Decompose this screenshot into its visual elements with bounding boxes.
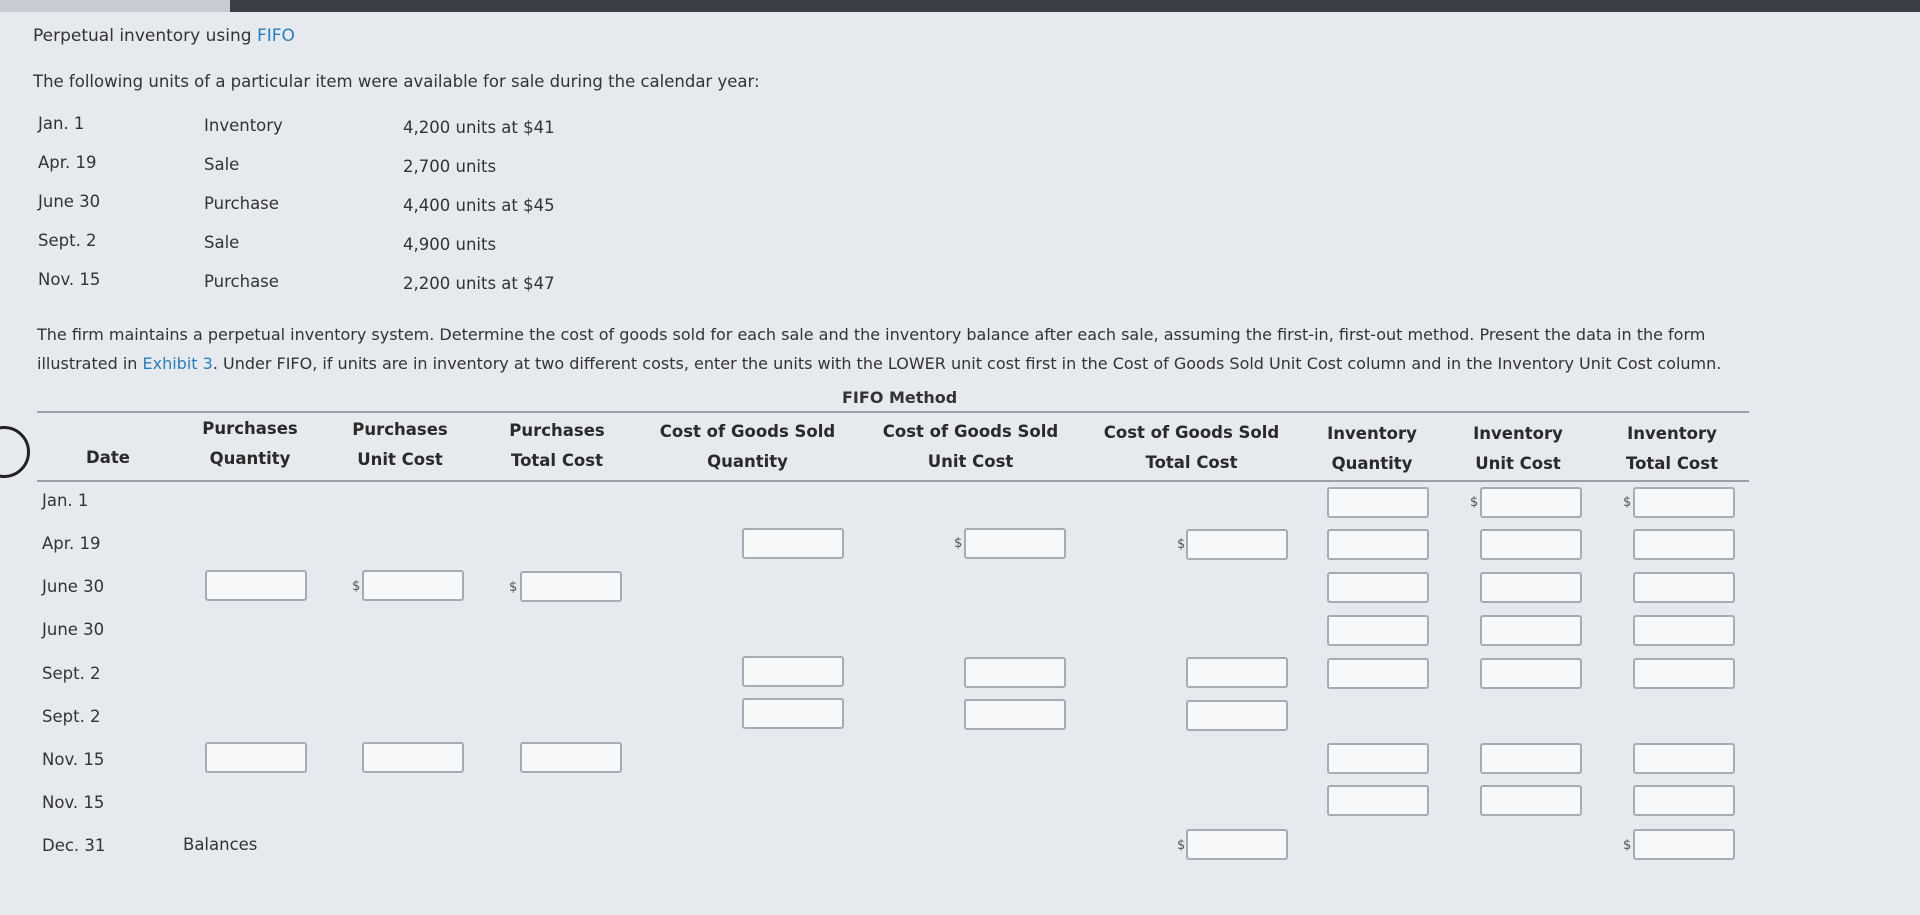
sep2-cogs-unit-cost-input-2[interactable] <box>964 699 1066 730</box>
col-header-purchases-total-cost: Purchases Total Cost <box>509 421 605 470</box>
row-date: Jan. 1 <box>42 491 89 510</box>
txn-date: Nov. 15 <box>38 270 101 289</box>
apr19-cogs-total-cost-input[interactable] <box>1186 529 1288 560</box>
nov15-inventory-quantity-input[interactable] <box>1327 743 1429 774</box>
sep2-cogs-quantity-input[interactable] <box>742 656 844 687</box>
txn-detail: 2,700 units <box>403 157 497 176</box>
col-header-inventory-total-cost: Inventory Total Cost <box>1626 424 1718 473</box>
txn-date: June 30 <box>38 192 101 211</box>
txn-date: Apr. 19 <box>38 153 97 172</box>
row-date: Nov. 15 <box>42 750 105 769</box>
instructions-line-2 <box>37 349 1877 378</box>
fifo-link[interactable]: FIFO <box>256 26 295 46</box>
txn-detail: 2,200 units at $47 <box>403 274 555 293</box>
row-date: Sept. 2 <box>42 664 101 683</box>
dollar-sign: $ <box>1470 495 1479 510</box>
dec31-inventory-total-cost-input[interactable] <box>1633 829 1735 860</box>
col-header-inventory-unit-cost: Inventory Unit Cost <box>1473 424 1563 473</box>
sep2-cogs-total-cost-input-2[interactable] <box>1186 700 1288 731</box>
jun30-purchases-quantity-input[interactable] <box>205 570 307 601</box>
jun30-purchases-unit-cost-input[interactable] <box>362 570 464 601</box>
row-date: Nov. 15 <box>42 793 105 812</box>
exhibit-link[interactable]: Exhibit 3 <box>142 354 213 373</box>
apr19-inventory-total-cost-input[interactable] <box>1633 529 1735 560</box>
dollar-sign: $ <box>509 580 518 595</box>
nav-circle-button[interactable] <box>0 426 30 478</box>
txn-detail: 4,400 units at $45 <box>403 196 555 215</box>
txn-type: Inventory <box>204 116 283 135</box>
nov15-inventory-unit-cost-input-2[interactable] <box>1480 785 1582 816</box>
nov15-inventory-unit-cost-input[interactable] <box>1480 743 1582 774</box>
txn-type: Purchase <box>204 272 279 291</box>
title-prefix: Perpetual inventory using <box>33 26 257 46</box>
txn-detail: 4,900 units <box>403 235 497 254</box>
dollar-sign: $ <box>1623 495 1632 510</box>
apr19-inventory-quantity-input[interactable] <box>1327 529 1429 560</box>
col-header-cogs-quantity: Cost of Goods Sold Quantity <box>659 422 836 471</box>
jun30-inventory-total-cost-input-2[interactable] <box>1633 615 1735 646</box>
txn-date: Sept. 2 <box>38 231 97 250</box>
sep2-cogs-unit-cost-input[interactable] <box>964 657 1066 688</box>
dec31-cogs-total-cost-input[interactable] <box>1186 829 1288 860</box>
dollar-sign: $ <box>1177 537 1186 552</box>
dollar-sign: $ <box>954 536 963 551</box>
jun30-purchases-total-cost-input[interactable] <box>520 571 622 602</box>
jan1-inventory-total-cost-input[interactable] <box>1633 487 1735 518</box>
jun30-inventory-total-cost-input[interactable] <box>1633 572 1735 603</box>
apr19-cogs-quantity-input[interactable] <box>742 528 844 559</box>
apr19-cogs-unit-cost-input[interactable] <box>964 528 1066 559</box>
txn-date: Jan. 1 <box>38 114 85 133</box>
nov15-inventory-quantity-input-2[interactable] <box>1327 785 1429 816</box>
row-date: June 30 <box>42 620 105 639</box>
sep2-inventory-total-cost-input[interactable] <box>1633 658 1735 689</box>
apr19-inventory-unit-cost-input[interactable] <box>1480 529 1582 560</box>
nov15-inventory-total-cost-input[interactable] <box>1633 743 1735 774</box>
header-top-rule <box>37 411 1749 413</box>
sep2-cogs-quantity-input-2[interactable] <box>742 698 844 729</box>
txn-detail: 4,200 units at $41 <box>403 118 555 137</box>
jun30-inventory-quantity-input-2[interactable] <box>1327 615 1429 646</box>
nov15-purchases-total-cost-input[interactable] <box>520 742 622 773</box>
row-date: June 30 <box>42 577 105 596</box>
instructions-line-1: The firm maintains a perpetual inventory system. Determine the cost of goods sold for each sale and the inventory balance after each sale, assuming the first-in, first-out method. Present the data in the form <box>37 325 1706 344</box>
sep2-cogs-total-cost-input[interactable] <box>1186 657 1288 688</box>
txn-type: Sale <box>204 233 240 252</box>
intro-text: The following units of a particular item were available for sale during the calendar year: <box>33 72 760 91</box>
balances-label: Balances <box>183 835 258 854</box>
jun30-inventory-quantity-input[interactable] <box>1327 572 1429 603</box>
dollar-sign: $ <box>1623 838 1632 853</box>
txn-type: Purchase <box>204 194 279 213</box>
jun30-inventory-unit-cost-input[interactable] <box>1480 572 1582 603</box>
row-date: Apr. 19 <box>42 534 101 553</box>
jan1-inventory-unit-cost-input[interactable] <box>1480 487 1582 518</box>
nov15-purchases-unit-cost-input[interactable] <box>362 742 464 773</box>
col-header-purchases-unit-cost: Purchases Unit Cost <box>352 420 448 469</box>
instructions <box>37 320 1877 378</box>
dollar-sign: $ <box>352 579 361 594</box>
instructions-pre: illustrated in <box>37 354 143 373</box>
row-date: Dec. 31 <box>42 836 106 855</box>
header-bottom-rule <box>37 480 1749 482</box>
page-title <box>33 26 295 46</box>
instructions-post: . Under FIFO, if units are in inventory at two different costs, enter the units with the LOWER unit cost first in the Cost of Goods Sold Unit Cost column and in the Inventory Unit Cost column. <box>212 354 1722 373</box>
nov15-purchases-quantity-input[interactable] <box>205 742 307 773</box>
top-bar <box>0 0 1920 12</box>
col-header-cogs-total-cost: Cost of Goods Sold Total Cost <box>1103 423 1280 472</box>
top-bar-highlight <box>0 0 230 12</box>
table-title: FIFO Method <box>842 388 958 407</box>
col-header-cogs-unit-cost: Cost of Goods Sold Unit Cost <box>882 422 1059 471</box>
sep2-inventory-unit-cost-input[interactable] <box>1480 658 1582 689</box>
nov15-inventory-total-cost-input-2[interactable] <box>1633 785 1735 816</box>
row-date: Sept. 2 <box>42 707 101 726</box>
col-header-date: Date <box>86 448 130 467</box>
col-header-inventory-quantity: Inventory Quantity <box>1327 424 1417 473</box>
jan1-inventory-quantity-input[interactable] <box>1327 487 1429 518</box>
txn-type: Sale <box>204 155 240 174</box>
sep2-inventory-quantity-input[interactable] <box>1327 658 1429 689</box>
jun30-inventory-unit-cost-input-2[interactable] <box>1480 615 1582 646</box>
dollar-sign: $ <box>1177 838 1186 853</box>
col-header-purchases-quantity: Purchases Quantity <box>202 419 298 468</box>
